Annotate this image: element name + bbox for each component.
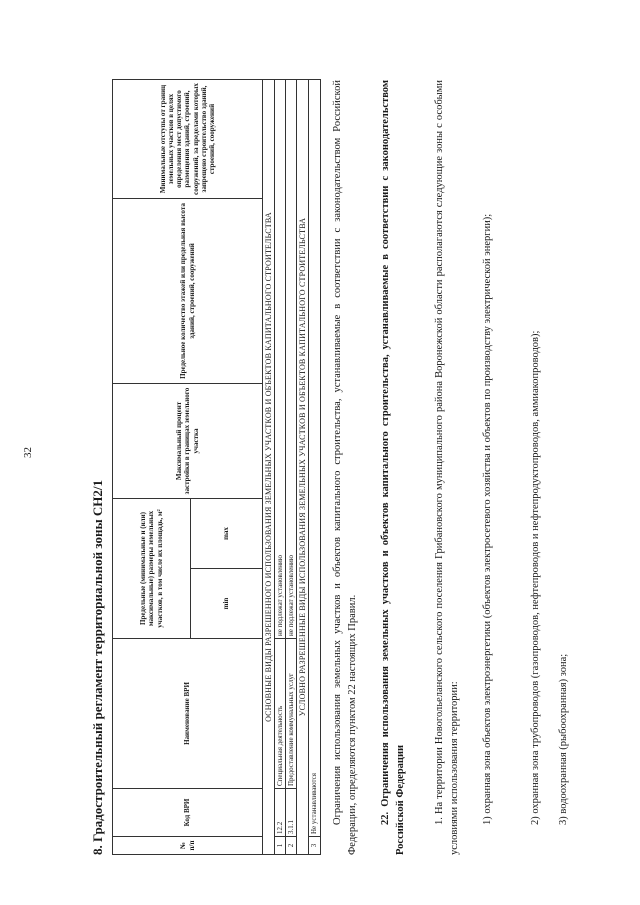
row-name: Предоставление коммунальных услуг — [286, 639, 297, 789]
table-row — [286, 80, 297, 855]
row-code: 3.1.1 — [286, 789, 297, 837]
row-value: не подлежат установлению — [286, 80, 297, 639]
row-value: не подлежат установлению — [275, 80, 286, 639]
header-max: max — [191, 499, 263, 569]
header-size: Предельные (минимальные и (или) максимальные) размеры земельных участков, в том числе их площадь, м² — [113, 499, 191, 639]
row-num: 2 — [286, 837, 297, 855]
row-code: 12.2 — [275, 789, 286, 837]
header-percent: Максимальный процент застройки в границах земельного участка — [113, 384, 263, 499]
row-num: 3 — [309, 837, 320, 855]
table-row — [309, 80, 320, 855]
header-setbacks: Минимальные отступы от границ земельных участков в целях определения мест допустимого размещения зданий, строений, сооружений, за пределами которых запрещено строительство зданий, строений, сооружений — [113, 80, 263, 199]
section-conditional-uses: УСЛОВНО РАЗРЕШЕННЫЕ ВИДЫ ИСПОЛЬЗОВАНИЯ ЗЕМЕЛЬНЫХ УЧАСТКОВ И ОБЪЕКТОВ КАПИТАЛЬНОГО СТРОИТЕЛЬСТВА — [297, 80, 309, 855]
header-min: min — [191, 569, 263, 639]
row-num: 1 — [275, 837, 286, 855]
row-name: Специальная деятельность — [275, 639, 286, 789]
header-floors: Предельное количество этажей или предельная высота зданий, строений, сооружений — [113, 199, 263, 384]
paragraph-zones-intro: 1. На территории Новогольеланского сельского поселения Грибановского муниципального района Воронежской области располагаются следующие зоны с особыми условиями использования территории: — [434, 80, 461, 855]
page-number: 32 — [22, 447, 34, 458]
list-item: 3) водоохранная (рыбоохранная) зона; — [558, 653, 569, 825]
header-num: № п/п — [113, 837, 263, 855]
header-name: Наименование ВРИ — [113, 639, 263, 789]
paragraph-restrictions: Ограничения использования земельных участков и объектов капитального строительства, устанавливаемые в соответствии с законодательством Российской Федерации, определяются пунктом 22 настоящих Правил. — [332, 80, 359, 855]
table-row — [275, 80, 286, 855]
regulation-table-wrapper — [112, 80, 321, 855]
header-code: Код ВРИ — [113, 789, 263, 837]
section-main-uses: ОСНОВНЫЕ ВИДЫ РАЗРЕШЕННОГО ИСПОЛЬЗОВАНИЯ ЗЕМЕЛЬНЫХ УЧАСТКОВ И ОБЪЕКТОВ КАПИТАЛЬНОГО СТРОИТЕЛЬСТВА — [263, 80, 275, 855]
section-22-heading: 22. Ограничения использования земельных участков и объектов капитального строительства, устанавливаемые в соответствии с законодательством Российской Федерации — [380, 80, 407, 855]
list-item: 1) охранная зона объектов электроэнергетики (объектов электросетевого хозяйства и объектов по производству электрической энергии); — [482, 213, 493, 825]
page-title: 8. Градостроительный регламент территориальной зоны СН2/1 — [90, 480, 105, 855]
row-text: Не устанавливаются — [309, 80, 320, 837]
regulation-table — [112, 79, 321, 855]
list-item: 2) охранная зона трубопроводов (газопроводов, нефтепроводов и нефтепродуктопроводов, аммиакопроводов); — [530, 330, 541, 825]
